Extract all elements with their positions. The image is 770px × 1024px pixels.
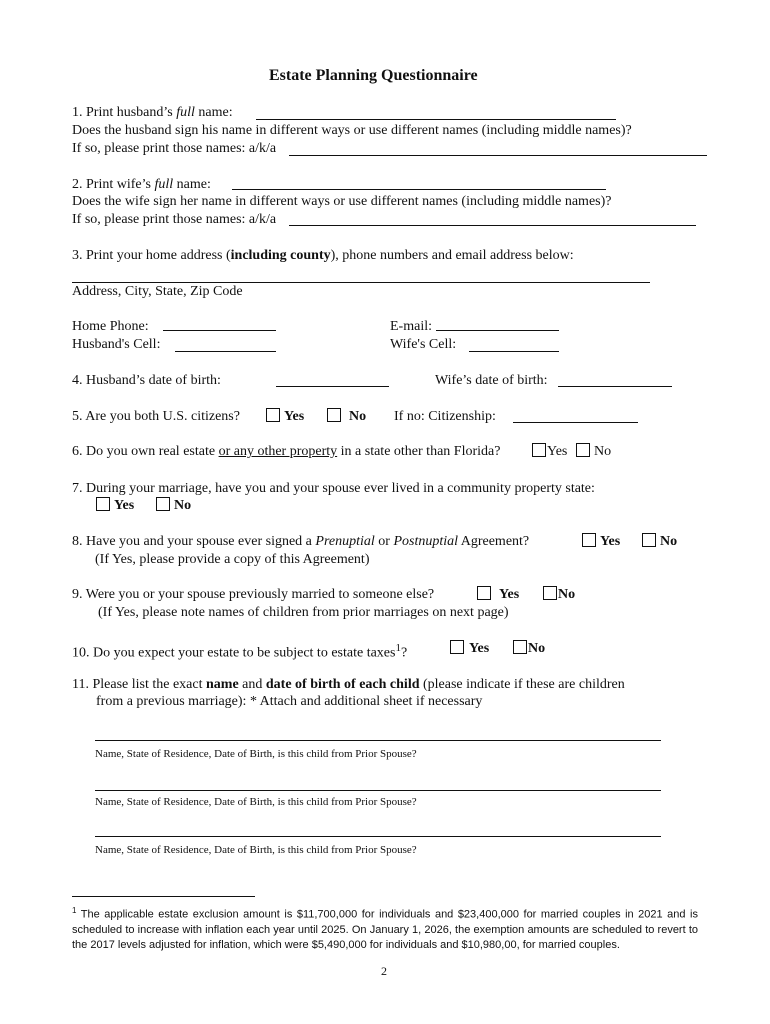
q9-note: (If Yes, please note names of children from prior marriages on next page) (98, 605, 509, 620)
child-2-caption: Name, State of Residence, Date of Birth, is this child from Prior Spouse? (95, 796, 417, 808)
citizenship-field[interactable] (513, 422, 638, 423)
q5-yes-option[interactable]: Yes (266, 408, 304, 425)
checkbox-icon[interactable] (576, 443, 590, 457)
checkbox-icon[interactable] (582, 533, 596, 547)
husband-dob-label: 4. Husband’s date of birth: (72, 373, 221, 388)
q6-yes-option[interactable]: Yes (532, 443, 567, 460)
q5-no-option[interactable]: No (327, 408, 366, 425)
checkbox-icon[interactable] (513, 640, 527, 654)
footnote: $^1$ The applicable estate exclusion amount is $11,700,000 for individuals and $23,400,000 for married couples in 2021 and is scheduled to increase with inflation each year until 2025. On January 1, 2026, the exemption amounts are scheduled to revert to the 2017 levels adjusted for inflation, which were $5,490,000 for individuals and $10,980,00, for married couples. (72, 906, 698, 951)
q10-label: 10. Do you expect your estate to be subject to estate taxes$^1$? (72, 642, 408, 661)
footnote-divider (72, 896, 255, 897)
home-phone-label: Home Phone: (72, 319, 149, 334)
husband-aka-field[interactable] (289, 155, 707, 156)
checkbox-icon[interactable] (156, 497, 170, 511)
q5-label: 5. Are you both U.S. citizens? (72, 409, 240, 424)
wife-cell-label: Wife's Cell: (390, 337, 457, 352)
wife-dob-field[interactable] (558, 386, 672, 387)
checkbox-icon[interactable] (266, 408, 280, 422)
checkbox-icon[interactable] (327, 408, 341, 422)
wife-dob-label: Wife’s date of birth: (435, 373, 548, 388)
husband-dob-field[interactable] (276, 386, 389, 387)
q1-label: 1. Print husband’s full name: (72, 105, 233, 120)
q9-label: 9. Were you or your spouse previously married to someone else? (72, 587, 435, 602)
child-1-caption: Name, State of Residence, Date of Birth, is this child from Prior Spouse? (95, 748, 417, 760)
citizenship-label: If no: Citizenship: (394, 409, 496, 424)
child-2-field[interactable] (95, 790, 661, 791)
q8-label: 8. Have you and your spouse ever signed a Prenuptial or Postnuptial Agreement? (72, 534, 530, 549)
husband-cell-field[interactable] (175, 351, 276, 352)
email-field[interactable] (436, 330, 559, 331)
page-number: 2 (381, 964, 387, 978)
q7-yes-option[interactable]: Yes (96, 497, 134, 514)
q11-label: 11. Please list the exact name and date of birth of each child (please indicate if these are children (72, 677, 625, 692)
address-caption: Address, City, State, Zip Code (72, 284, 243, 299)
q3-label: 3. Print your home address (including county), phone numbers and email address below: (72, 248, 574, 263)
q2-different-names: Does the wife sign her name in different ways or use different names (including middle names)? (72, 194, 612, 209)
q1-aka-label: If so, please print those names: a/k/a (72, 141, 277, 156)
checkbox-icon[interactable] (96, 497, 110, 511)
q1-different-names: Does the husband sign his name in different ways or use different names (including middle names)? (72, 123, 632, 138)
child-3-caption: Name, State of Residence, Date of Birth, is this child from Prior Spouse? (95, 844, 417, 856)
footnote-ref: 1 (395, 642, 401, 654)
q10-no-option[interactable]: No (513, 640, 545, 657)
email-label: E-mail: (390, 319, 432, 334)
child-1-field[interactable] (95, 740, 661, 741)
child-3-field[interactable] (95, 836, 661, 837)
q7-no-option[interactable]: No (156, 497, 191, 514)
q8-yes-option[interactable]: Yes (582, 533, 620, 550)
q2-label: 2. Print wife’s full name: (72, 177, 211, 192)
q7-label: 7. During your marriage, have you and your spouse ever lived in a community property state: (72, 481, 595, 496)
q2-aka-label: If so, please print those names: a/k/a (72, 212, 277, 227)
home-phone-field[interactable] (163, 330, 276, 331)
husband-name-field[interactable] (256, 119, 616, 120)
checkbox-icon[interactable] (532, 443, 546, 457)
q6-label: 6. Do you own real estate or any other property in a state other than Florida? (72, 444, 501, 459)
q8-no-option[interactable]: No (642, 533, 677, 550)
husband-cell-label: Husband's Cell: (72, 337, 161, 352)
q8-note: (If Yes, please provide a copy of this Agreement) (95, 552, 370, 567)
q11-line2: from a previous marriage): * Attach and additional sheet if necessary (96, 694, 483, 709)
page-title: Estate Planning Questionnaire (269, 67, 478, 84)
q9-yes-option[interactable]: Yes (477, 586, 519, 603)
checkbox-icon[interactable] (477, 586, 491, 600)
checkbox-icon[interactable] (642, 533, 656, 547)
checkbox-icon[interactable] (450, 640, 464, 654)
wife-name-field[interactable] (232, 189, 606, 190)
checkbox-icon[interactable] (543, 586, 557, 600)
q6-no-option[interactable]: No (576, 443, 611, 460)
wife-aka-field[interactable] (289, 225, 696, 226)
wife-cell-field[interactable] (469, 351, 559, 352)
q10-yes-option[interactable]: Yes (450, 640, 489, 657)
q9-no-option[interactable]: No (543, 586, 575, 603)
